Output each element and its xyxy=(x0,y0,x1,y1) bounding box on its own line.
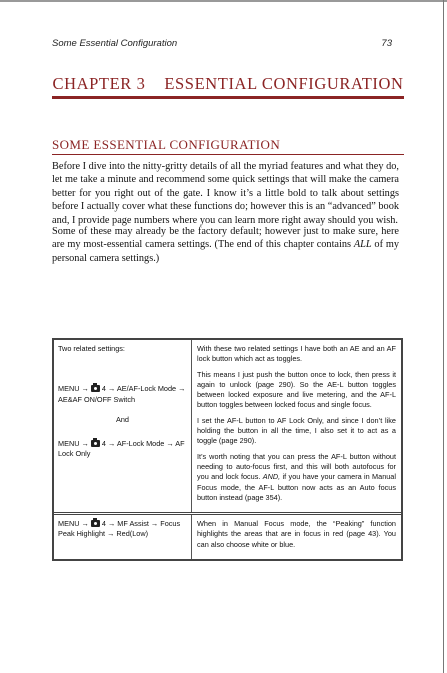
table-row xyxy=(54,512,401,559)
camera-icon xyxy=(91,440,100,447)
section-rule xyxy=(52,154,404,155)
settings-paragraph-text-b: of my personal camera settings.) xyxy=(52,239,399,264)
setting-cell xyxy=(54,340,192,512)
menu-path-text: 4 → AE/AF-Lock Mode → AE&AF ON/OFF Switch xyxy=(58,384,186,404)
menu-path-text: 4 → MF Assist → Focus Peak Highlight → Red(Low) xyxy=(58,519,181,539)
description-emphasis: AND, xyxy=(262,472,281,482)
setting-cell xyxy=(54,515,192,559)
chapter-rule xyxy=(52,96,404,99)
menu-prefix: MENU → xyxy=(58,384,91,394)
description-text-b: if you have your camera in Manual Focus mode, the AF-L button now acts as an Auto focus button instead (page 354). xyxy=(197,472,396,502)
description-text-a: It’s worth noting that you can press the AF-L button without needing to auto-focus first, and this will both autofocus for you and lock focus. xyxy=(197,451,396,482)
running-title: Some Essential Configuration xyxy=(52,38,178,49)
menu-path-ae-af-lock xyxy=(58,384,187,405)
menu-prefix: MENU → xyxy=(58,519,91,529)
intro-paragraph: Before I dive into the nitty-gritty details of all the myriad features and what they do, let me take a minute and recommend some quick settings that will make the camera better for you right out of the gate. I know it’s a little bold to talk about settings before I actually cover what these functions do; however this is an “advanced” book and, I provide page numbers where you can learn more right away should you wish. xyxy=(52,161,399,226)
page-top-edge xyxy=(0,0,447,2)
description-text: With these two related settings I have both an AE and an AF lock button which act as toggles. xyxy=(197,344,396,364)
menu-path-focus-peak xyxy=(58,519,187,540)
description-text: I set the AF-L button to AF Lock Only, and since I don’t like holding the button in all the time, I also set it to act as a toggle (page 290). xyxy=(197,415,396,446)
menu-prefix: MENU → xyxy=(58,439,91,449)
section-title: SOME ESSENTIAL CONFIGURATION xyxy=(52,137,281,152)
settings-paragraph-emphasis: ALL xyxy=(353,239,372,251)
page-right-edge xyxy=(443,0,444,673)
description-cell xyxy=(192,515,401,559)
table-row xyxy=(54,340,401,512)
settings-table xyxy=(52,338,403,561)
camera-icon xyxy=(91,520,100,527)
settings-paragraph xyxy=(52,225,399,265)
page-number: 73 xyxy=(381,38,392,49)
settings-paragraph-text-a: Some of these may already be the factory default; however just to make sure, here are my most-essential camera settings. (The end of this chapter contains xyxy=(52,226,399,251)
chapter-title: CHAPTER 3 ESSENTIAL CONFIGURATION xyxy=(52,74,404,93)
setting-label: Two related settings: xyxy=(58,344,125,353)
menu-path-af-lock xyxy=(58,439,187,460)
menu-path-text: 4 → AF-Lock Mode → AF Lock Only xyxy=(58,439,185,459)
and-label: And xyxy=(116,414,129,424)
description-cell xyxy=(192,340,401,512)
running-header xyxy=(52,38,392,49)
description-text xyxy=(197,452,396,503)
camera-icon xyxy=(91,385,100,392)
description-text: When in Manual Focus mode, the “Peaking” function highlights the areas that are in focus in red (page 43). You can also choose white or blue. xyxy=(197,519,396,549)
description-text: This means I just push the button once to lock, then press it again to unlock (page 290). So the AE-L button toggles between locked exposure and live metering, and the AF-L button toggles between locked focus and single focus. xyxy=(197,369,396,410)
